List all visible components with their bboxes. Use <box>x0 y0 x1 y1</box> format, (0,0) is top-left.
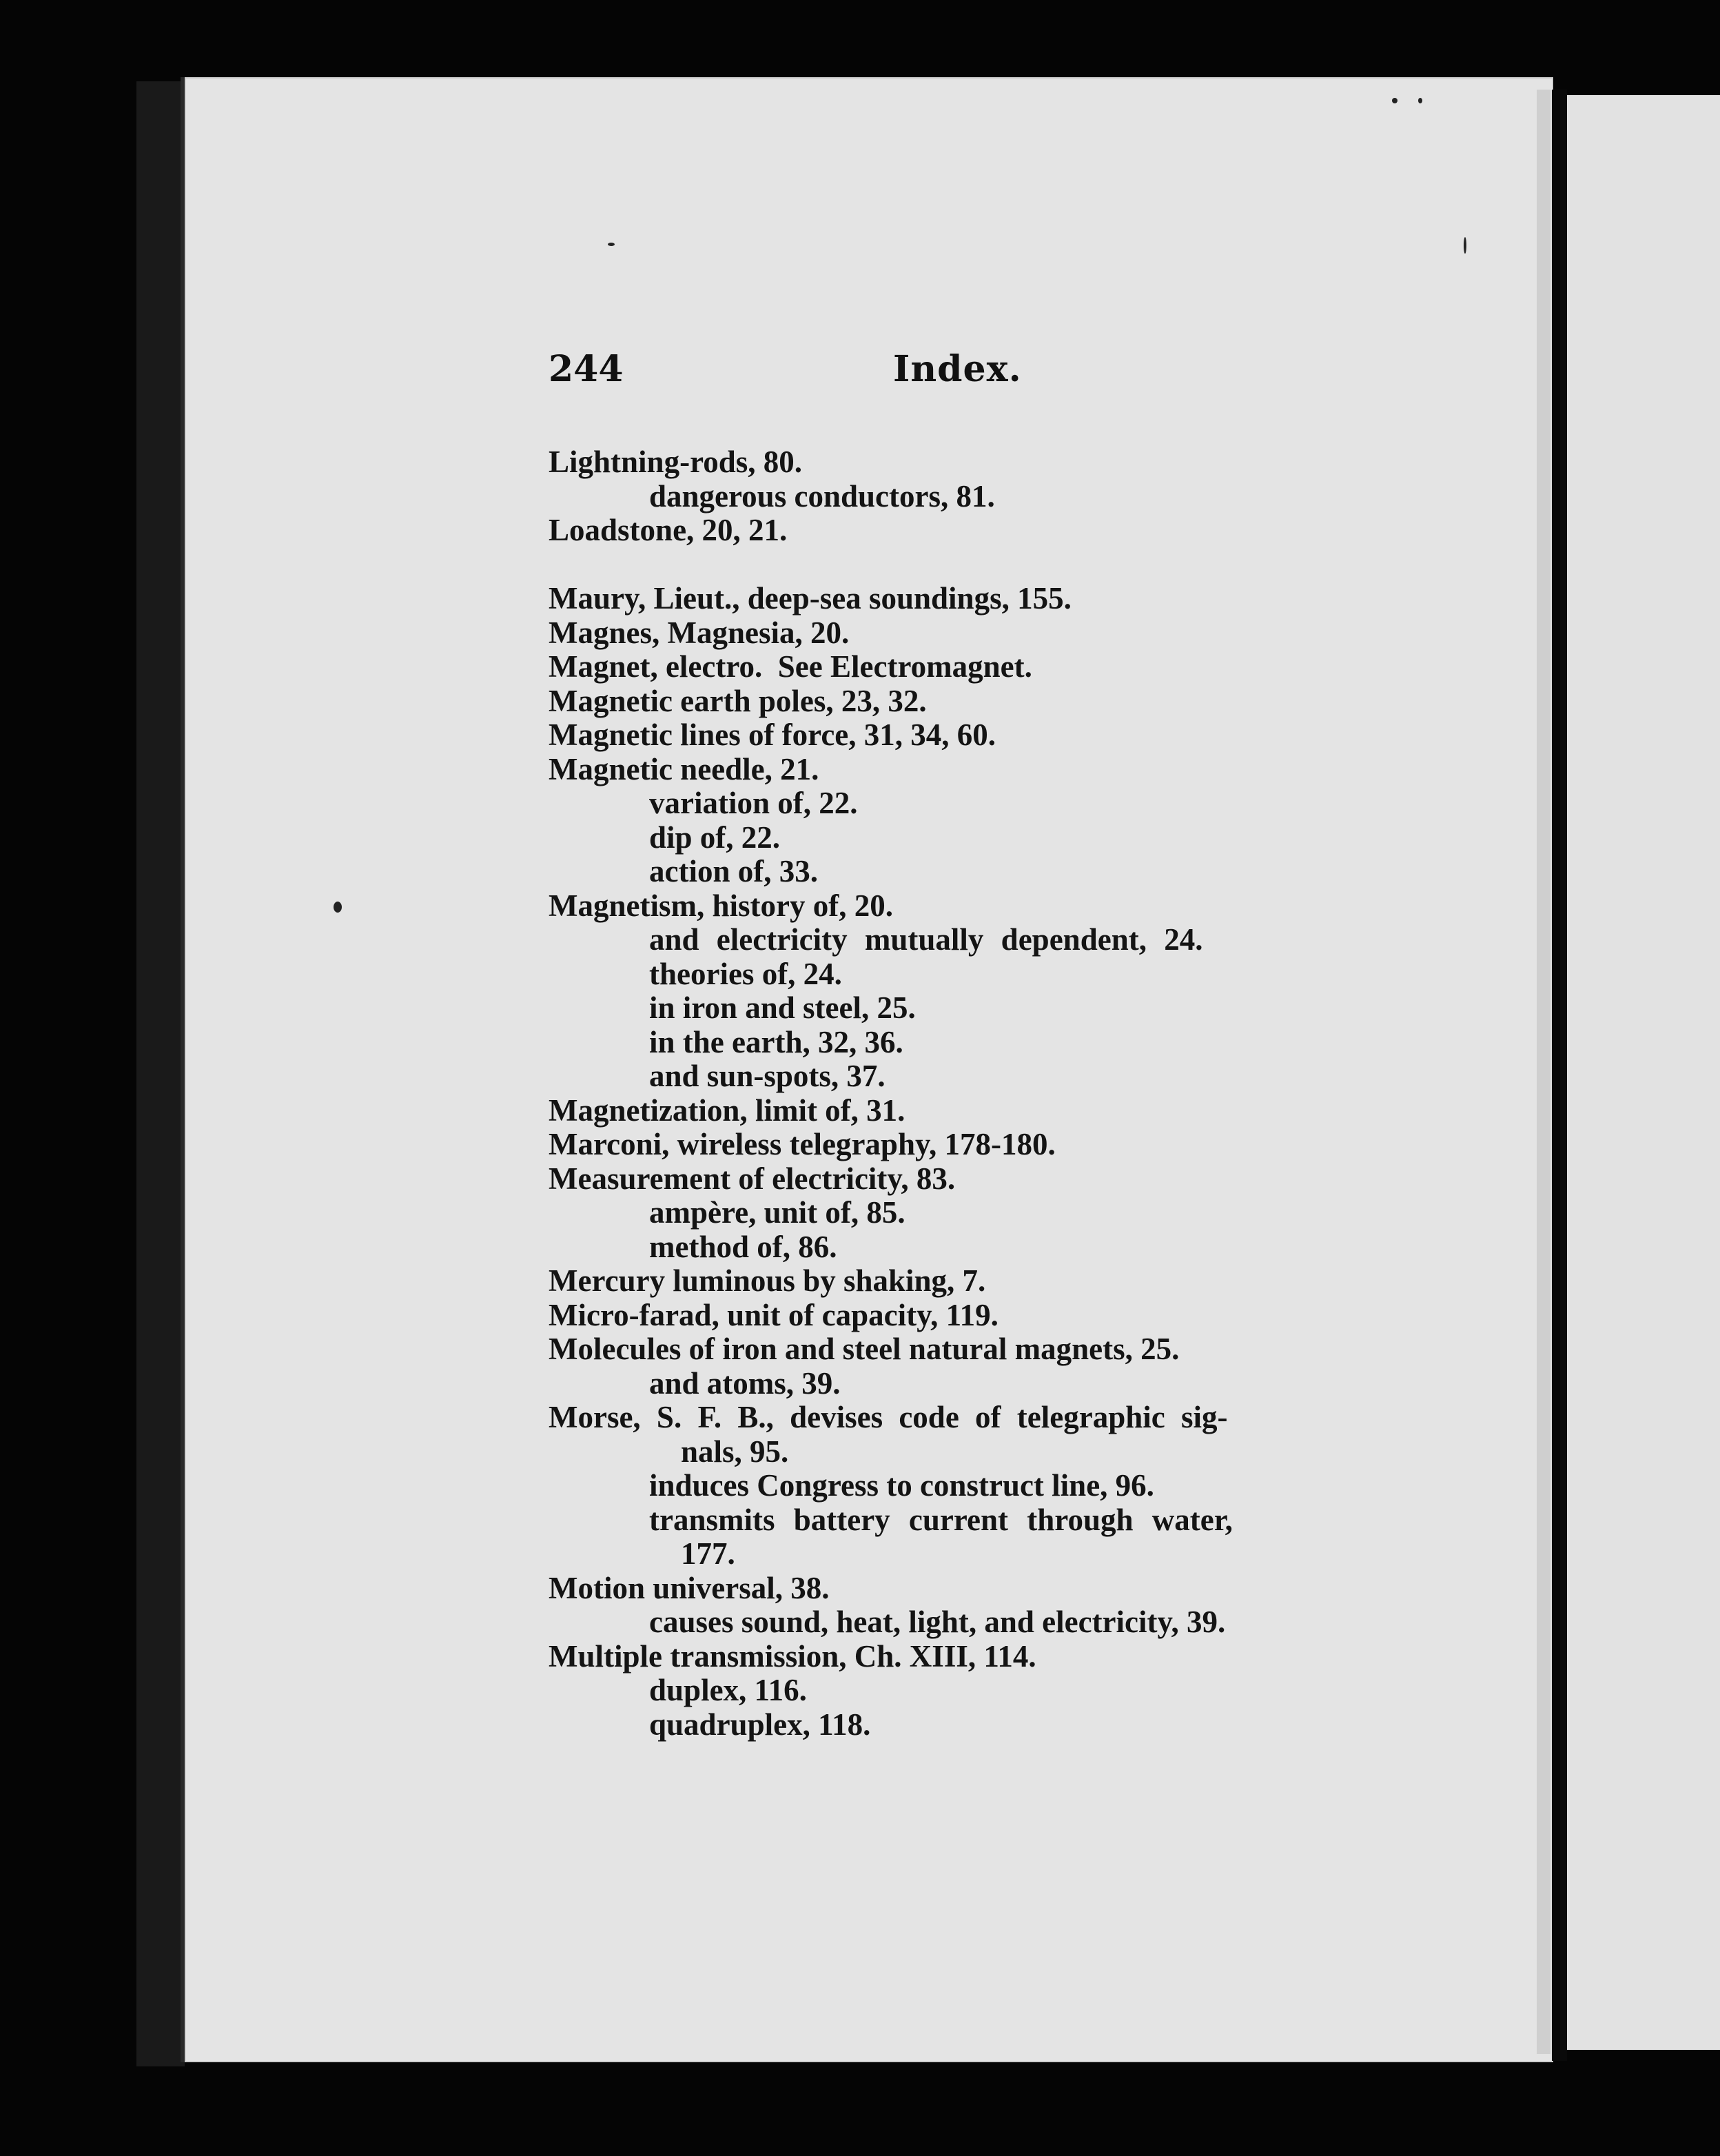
book-gutter <box>1552 90 1567 2061</box>
index-entry: Mercury luminous by shaking, 7. <box>549 1263 986 1298</box>
index-subentry: ampère, unit of, 85. <box>649 1195 905 1230</box>
index-subentry: transmits battery current through water, <box>649 1502 1233 1537</box>
index-entry: Magnetic earth poles, 23, 32. <box>549 683 927 718</box>
ink-speck <box>1464 237 1466 254</box>
index-entry: Magnes, Magnesia, 20. <box>549 615 850 650</box>
index-entry: Micro-farad, unit of capacity, 119. <box>549 1297 999 1332</box>
index-subentry: causes sound, heat, light, and electricity, 39. <box>649 1605 1226 1639</box>
index-subentry: action of, 33. <box>649 854 818 888</box>
index-subentry: duplex, 116. <box>649 1673 807 1707</box>
index-subentry: theories of, 24. <box>649 956 842 991</box>
index-entry: Marconi, wireless telegraphy, 178-180. <box>549 1127 1056 1161</box>
index-entry: Magnet, electro. See Electromagnet. <box>549 649 1032 684</box>
index-entry: Morse, S. F. B., devises code of telegraphic sig- <box>549 1400 1228 1434</box>
index-subentry: dip of, 22. <box>649 820 781 855</box>
index-entry: Maury, Lieut., deep-sea soundings, 155. <box>549 581 1072 616</box>
facing-page-edge <box>1567 95 1720 2050</box>
index-entry: Magnetism, history of, 20. <box>549 888 893 923</box>
index-subentry: in iron and steel, 25. <box>649 990 916 1025</box>
index-entry: Lightning-rods, 80. <box>549 445 803 479</box>
index-entry-continuation: nals, 95. <box>681 1434 789 1469</box>
index-entry-continuation: 177. <box>681 1536 735 1571</box>
page-title: Index. <box>893 348 1022 390</box>
index-subentry: and electricity mutually dependent, 24. <box>649 922 1203 957</box>
index-entry: Loadstone, 20, 21. <box>549 513 788 547</box>
index-entry: Measurement of electricity, 83. <box>549 1161 956 1196</box>
ink-speck <box>1392 98 1398 103</box>
index-subentry: induces Congress to construct line, 96. <box>649 1468 1154 1503</box>
index-entry: Multiple transmission, Ch. XIII, 114. <box>549 1638 1036 1674</box>
index-entry: Magnetization, limit of, 31. <box>549 1092 905 1128</box>
index-entry: Molecules of iron and steel natural magnets, 25. <box>549 1332 1180 1366</box>
index-subentry: method of, 86. <box>649 1229 837 1264</box>
index-subentry: and atoms, 39. <box>649 1365 841 1401</box>
index-list <box>549 445 1375 1742</box>
index-subentry: dangerous conductors, 81. <box>649 478 995 513</box>
page-edge <box>1537 90 1550 2054</box>
index-subentry: and sun-spots, 37. <box>649 1059 885 1093</box>
scan-border <box>136 81 185 2066</box>
index-subentry: variation of, 22. <box>649 786 858 820</box>
index-subentry: in the earth, 32, 36. <box>649 1024 903 1059</box>
ink-speck <box>1418 98 1422 103</box>
running-head <box>549 348 1031 403</box>
index-entry: Magnetic lines of force, 31, 34, 60. <box>549 718 996 752</box>
index-subentry: quadruplex, 118. <box>649 1707 871 1742</box>
index-entry: Magnetic needle, 21. <box>549 751 819 786</box>
page-number: 244 <box>549 348 624 390</box>
index-entry: Motion universal, 38. <box>549 1570 830 1605</box>
ink-speck <box>608 243 615 246</box>
ink-speck <box>334 902 342 913</box>
section-gap <box>549 548 1375 582</box>
